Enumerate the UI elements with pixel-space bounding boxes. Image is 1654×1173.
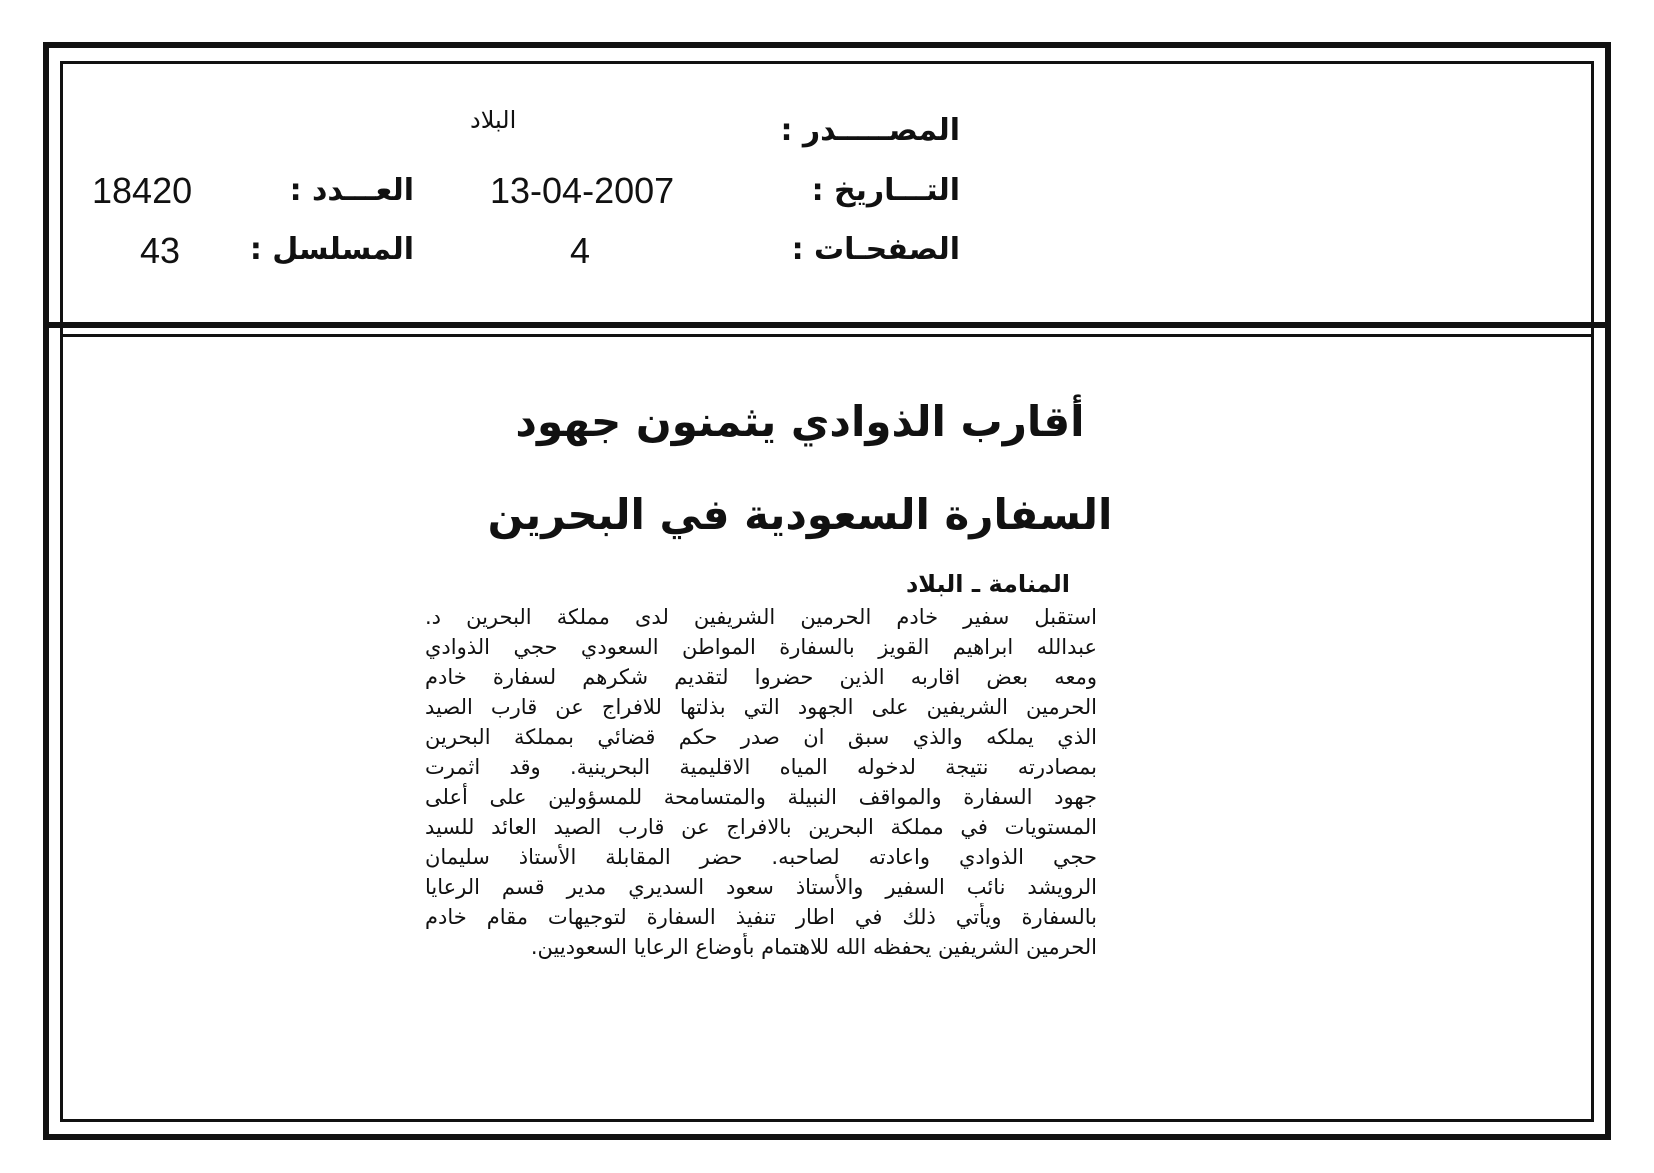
body-line: الرويشد نائب السفير والأستاذ سعود السديري مدير قسم الرعايا: [425, 875, 1097, 899]
body-line: جهود السفارة والمواقف النبيلة والمتسامحة للمسؤولين على أعلى: [425, 785, 1097, 809]
serial-value: 43: [140, 230, 181, 271]
body-line: حجي الذوادي واعادته لصاحبه. حضر المقابلة الأستاذ سليمان: [425, 845, 1097, 869]
body-line: ومعه بعض اقاربه الذين حضروا لتقديم شكرهم لسفارة خادم: [425, 665, 1097, 689]
body-line: بالسفارة ويأتي ذلك في اطار تنفيذ السفارة لتوجيهات مقام خادم: [425, 905, 1097, 929]
dateline: المنامة ـ البلاد: [905, 570, 1070, 598]
header-divider-inner: [60, 334, 1594, 337]
body-line: الحرمين الشريفين يحفظه الله للاهتمام بأوضاع الرعايا السعوديين.: [530, 935, 1097, 959]
body-line: بمصادرته نتيجة لدخوله المياه الاقليمية البحرينية. وقد اثمرت: [425, 755, 1097, 779]
inner-border: [60, 61, 1594, 1122]
body-line: استقبل سفير خادم الحرمين الشريفين لدى مملكة البحرين د.: [425, 605, 1097, 629]
body-line: الحرمين الشريفين على الجهود التي بذلتها للافراج عن قارب الصيد: [425, 695, 1097, 719]
source-label: المصـــــدر :: [780, 113, 960, 148]
header-divider: [43, 322, 1611, 328]
headline-line-1: أقارب الذوادي يثمنون جهود: [515, 397, 1085, 446]
body-line: الذي يملكه والذي سبق ان صدر حكم قضائي بمملكة البحرين: [425, 725, 1097, 749]
headline-line-2: السفارة السعودية في البحرين: [487, 490, 1113, 539]
issue-label: العـــدد :: [289, 173, 414, 208]
pages-label: الصفحـات :: [791, 232, 960, 267]
source-value: البلاد: [470, 106, 517, 134]
date-value: 13-04-2007: [490, 170, 675, 211]
issue-value: 18420: [92, 170, 193, 211]
body-line: عبدالله ابراهيم القويز بالسفارة المواطن السعودي حجي الذوادي: [425, 635, 1097, 659]
body-line: المستويات في مملكة البحرين بالافراج عن قارب الصيد العائد للسيد: [425, 815, 1097, 839]
date-label: التـــاريخ :: [811, 173, 960, 208]
pages-value: 4: [570, 230, 591, 271]
serial-label: المسلسل :: [249, 232, 414, 267]
